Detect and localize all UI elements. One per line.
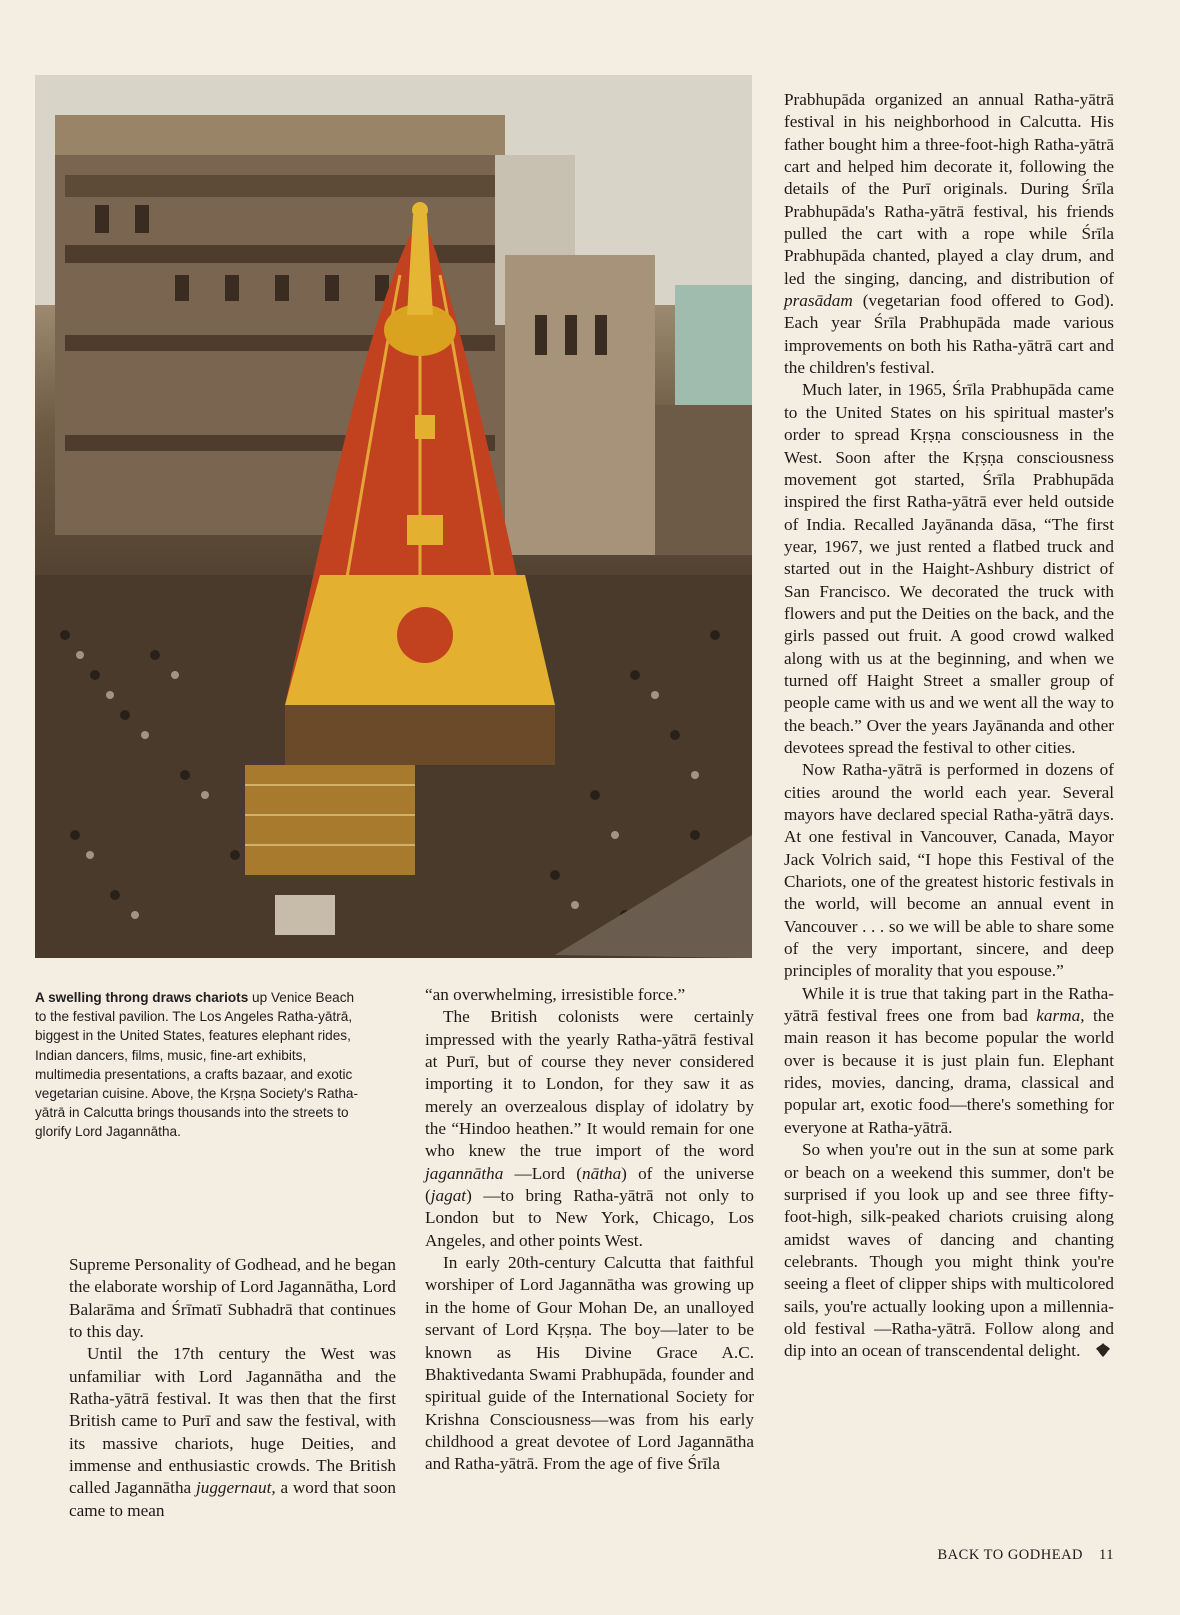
caption-text: up Venice Beach to the festival pavilion. The Los Angeles Ratha-yātrā, biggest in the United States, features elephant rides, Indian dancers, films, music, fine-art exhibits, multimedia presentations, a crafts bazaar, and exotic vegetarian cuisine. Above, the Kṛṣṇa Society's Ratha-yātrā in Calcutta brings thousands into the streets to glorify Lord Jagannātha. (35, 990, 358, 1140)
right-paragraph-1-italic: prasādam (784, 291, 853, 311)
right-column (784, 89, 1114, 1363)
right-paragraph-5-text: So when you're out in the sun at some park or beach on a weekend this summer, don't be surprised if you look up and see three fifty-foot-high, silk-peaked chariots cruising along amidst waves of dancing and chanting celebrants. Though you might think you're seeing a fleet of clipper ships with multicolored sails, you're actually looking upon a millennia-old festival —Ratha-yātrā. Follow along and dip into an ocean of transcendental delight. (784, 1140, 1114, 1361)
end-mark-icon (1094, 1341, 1112, 1359)
festival-photo (35, 75, 752, 958)
right-paragraph-2: Much later, in 1965, Śrīla Prabhupāda came to the United States on his spiritual master's order to spread Kṛṣṇa consciousness in the West. Soon after the Kṛṣṇa consciousness movement got started, Śrīla Prabhupāda inspired the first Ratha-yātrā ever held outside of India. Recalled Jayānanda dāsa, “The first year, 1967, we just rented a flatbed truck and started out in the Haight-Ashbury district of San Francisco. We decorated the truck with flowers and put the Deities on the back, and the girls passed out fruit. A good crowd walked along with us at the beginning, and when we turned off Haight Street a smaller group of people came with us and we went all the way to the beach.” Over the years Jayānanda and other devotees spread the festival to other cities. (784, 380, 1114, 757)
middle-paragraph-2-text-a: The British colonists were certainly impressed with the yearly Ratha-yātrā festival at Purī, but of course they never considered importing it to London, for they saw it as merely an overzealous display of idolatry by the “Hindoo heathen.” It would remain for one who knew the true import of the word (425, 1007, 754, 1161)
page-footer (938, 1547, 1115, 1564)
middle-paragraph-2-italic-2: nātha (582, 1163, 622, 1183)
left-paragraph-2-text-b: a word that soon came to mean (69, 1478, 396, 1520)
middle-paragraph-2 (425, 1006, 754, 1252)
right-paragraph-4-italic: karma, (1036, 1006, 1085, 1026)
right-paragraph-5 (784, 1139, 1114, 1362)
middle-column (425, 984, 754, 1476)
right-paragraph-1-text-b: (vegetarian food offered to God). Each year Śrīla Prabhupāda made various improvements on both his Ratha-yātrā cart and the children's festival. (784, 291, 1114, 378)
right-paragraph-4-text-b: the main reason it has become popular the world over is because it is just plain fun. Elephant rides, movies, dancing, drama, classical and popular art, exotic food—there's something for everyone at Ratha-yātrā. (784, 1006, 1114, 1137)
middle-paragraph-1: “an overwhelming, irresistible force.” (425, 985, 686, 1004)
right-paragraph-4 (784, 983, 1114, 1139)
right-paragraph-1 (784, 89, 1114, 379)
photo-caption (35, 988, 365, 1142)
middle-paragraph-2-text-d: ) —to bring Ratha-yātrā not only to London but to New York, Chicago, Los Angeles, and other points West. (425, 1186, 754, 1250)
middle-paragraph-2-text-c: ) of the universe ( (425, 1163, 754, 1206)
right-paragraph-3: Now Ratha-yātrā is performed in dozens of cities around the world each year. Several mayors have declared special Ratha-yātrā days. At one festival in Vancouver, Canada, Mayor Jack Volrich said, “I hope this Festival of the Chariots, one of the greatest historic festivals in the world, will become an annual event in Vancouver . . . so we will be able to share some of the very important, sincere, and deep principles of morality that you espouse.” (784, 760, 1114, 981)
right-paragraph-4-text-a: While it is true that taking part in the Ratha-yātrā festival frees one from bad (784, 983, 1114, 1026)
left-column (69, 1254, 396, 1522)
left-paragraph-2-text-a: Until the 17th century the West was unfamiliar with Lord Jagannātha and the Ratha-yātrā festival. It was then that the first British came to Purī and saw the festival, with its massive chariots, huge Deities, and immense and enthusiastic crowds. The British called Jagannātha (69, 1344, 396, 1498)
middle-paragraph-3: In early 20th-century Calcutta that faithful worshiper of Lord Jagannātha was growing up in the home of Gour Mohan De, an unalloyed servant of Lord Kṛṣṇa. The boy—later to be known as His Divine Grace A.C. Bhaktivedanta Swami Prabhupāda, founder and spiritual guide of the International Society for Krishna Consciousness—was from his early childhood a great devotee of Lord Jagannātha and Ratha-yātrā. From the age of five Śrīla (425, 1253, 754, 1474)
left-paragraph-1: Supreme Personality of Godhead, and he began the elaborate worship of Lord Jagannātha, Lord Balarāma and Śrīmatī Subhadrā that continues to this day. (69, 1255, 396, 1342)
middle-paragraph-2-text-b: —Lord ( (503, 1163, 583, 1183)
left-paragraph-2-italic: juggernaut, (195, 1478, 276, 1498)
right-paragraph-1-text-a: Prabhupāda organized an annual Ratha-yātrā festival in his neighborhood in Calcutta. His father bought him a three-foot-high Ratha-yātrā cart and helped him decorate it, following the details of the Purī originals. During Śrīla Prabhupāda's Ratha-yātrā festival, his friends pulled the cart with a rope while Śrīla Prabhupāda chanted, played a clay drum, and led the singing, dancing, and distribution of (784, 90, 1114, 288)
middle-paragraph-2-italic-3: jagat (430, 1186, 467, 1206)
page-number: 11 (1099, 1547, 1114, 1563)
publication-name: BACK TO GODHEAD (937, 1547, 1084, 1563)
middle-paragraph-2-italic-1: jagannātha (425, 1163, 504, 1183)
left-paragraph-2 (69, 1343, 396, 1522)
chariot-illustration (35, 75, 752, 958)
caption-lead: A swelling throng draws chariots (35, 990, 249, 1005)
